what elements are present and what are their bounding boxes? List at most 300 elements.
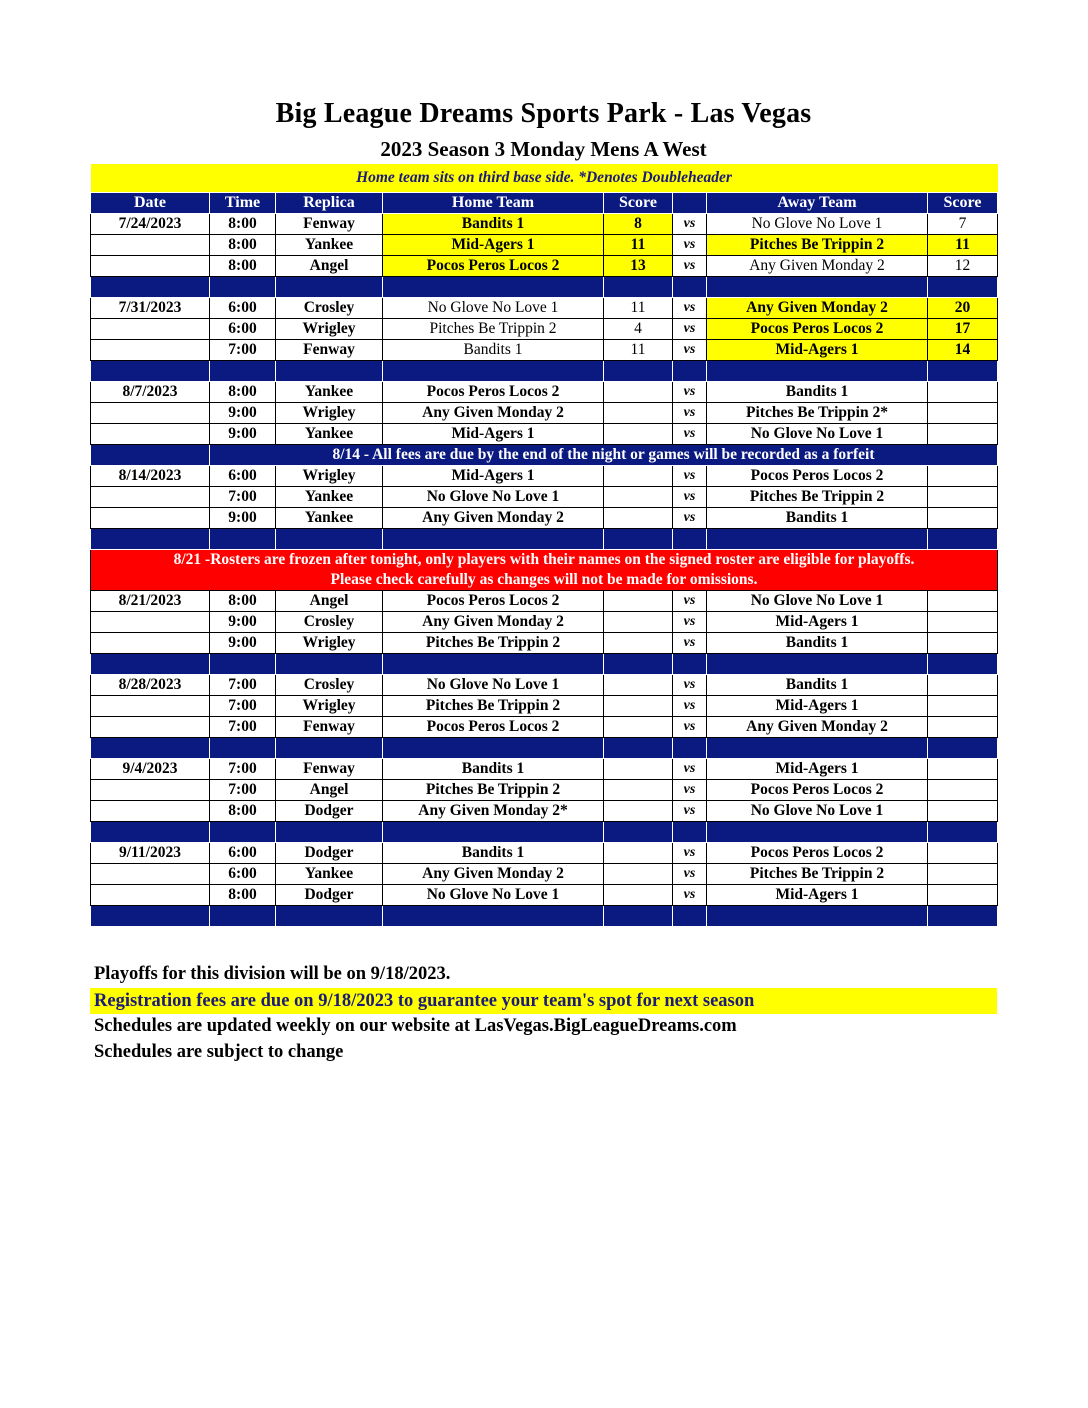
header-replica: Replica <box>276 193 383 214</box>
game-time: 7:00 <box>210 675 276 696</box>
vs-label: vs <box>673 235 707 256</box>
game-date <box>91 633 210 654</box>
game-time: 8:00 <box>210 382 276 403</box>
away-score <box>928 466 998 487</box>
game-replica: Fenway <box>276 759 383 780</box>
separator-cell <box>210 277 276 298</box>
home-team: Pitches Be Trippin 2 <box>383 319 604 340</box>
header-home-score: Score <box>604 193 673 214</box>
home-team: Bandits 1 <box>383 214 604 235</box>
table-row <box>91 675 998 696</box>
home-team: Mid-Agers 1 <box>383 466 604 487</box>
vs-label: vs <box>673 717 707 738</box>
separator-cell <box>210 906 276 927</box>
separator-cell <box>604 738 673 759</box>
separator-cell <box>673 361 707 382</box>
separator-cell <box>91 277 210 298</box>
vs-label: vs <box>673 696 707 717</box>
game-date <box>91 487 210 508</box>
game-time: 8:00 <box>210 235 276 256</box>
game-time: 8:00 <box>210 214 276 235</box>
table-row <box>91 466 998 487</box>
game-date <box>91 885 210 906</box>
away-score: 20 <box>928 298 998 319</box>
game-replica: Fenway <box>276 214 383 235</box>
game-replica: Yankee <box>276 864 383 885</box>
vs-label: vs <box>673 466 707 487</box>
home-score <box>604 780 673 801</box>
game-replica: Fenway <box>276 340 383 361</box>
home-team: Bandits 1 <box>383 843 604 864</box>
table-row <box>91 382 998 403</box>
game-time: 8:00 <box>210 591 276 612</box>
game-date <box>91 696 210 717</box>
vs-label: vs <box>673 403 707 424</box>
separator-row <box>91 654 998 675</box>
game-replica: Wrigley <box>276 696 383 717</box>
separator-cell <box>673 277 707 298</box>
rosters-note-row <box>91 550 998 591</box>
game-date <box>91 508 210 529</box>
away-team: Pitches Be Trippin 2* <box>707 403 928 424</box>
away-team: Pocos Peros Locos 2 <box>707 319 928 340</box>
away-team: Pocos Peros Locos 2 <box>707 780 928 801</box>
away-score <box>928 382 998 403</box>
home-team: Pitches Be Trippin 2 <box>383 696 604 717</box>
separator-cell <box>91 529 210 550</box>
home-team: Bandits 1 <box>383 759 604 780</box>
separator-row <box>91 738 998 759</box>
away-team: Pitches Be Trippin 2 <box>707 235 928 256</box>
away-team: Mid-Agers 1 <box>707 340 928 361</box>
game-time: 9:00 <box>210 633 276 654</box>
home-score: 11 <box>604 340 673 361</box>
vs-label: vs <box>673 591 707 612</box>
separator-cell <box>928 361 998 382</box>
separator-cell <box>276 906 383 927</box>
game-time: 7:00 <box>210 717 276 738</box>
away-team: Mid-Agers 1 <box>707 696 928 717</box>
separator-cell <box>604 822 673 843</box>
vs-label: vs <box>673 759 707 780</box>
separator-cell <box>383 906 604 927</box>
vs-label: vs <box>673 424 707 445</box>
home-team: Pitches Be Trippin 2 <box>383 780 604 801</box>
game-replica: Dodger <box>276 801 383 822</box>
home-team-note-row <box>91 164 998 193</box>
rosters-note-line2: Please check carefully as changes will not be made for omissions. <box>330 571 758 588</box>
table-row <box>91 885 998 906</box>
header-vs <box>673 193 707 214</box>
away-score <box>928 508 998 529</box>
separator-cell <box>91 738 210 759</box>
game-date <box>91 403 210 424</box>
page-subtitle: 2023 Season 3 Monday Mens A West <box>380 137 707 161</box>
header-away-score: Score <box>928 193 998 214</box>
home-score: 8 <box>604 214 673 235</box>
home-team: Pocos Peros Locos 2 <box>383 591 604 612</box>
game-date <box>91 319 210 340</box>
home-score: 11 <box>604 235 673 256</box>
home-score <box>604 424 673 445</box>
separator-cell <box>928 822 998 843</box>
game-date <box>91 424 210 445</box>
game-date: 8/7/2023 <box>91 382 210 403</box>
away-score <box>928 717 998 738</box>
game-replica: Crosley <box>276 298 383 319</box>
vs-label: vs <box>673 885 707 906</box>
game-time: 6:00 <box>210 466 276 487</box>
page-title: Big League Dreams Sports Park - Las Vegas <box>275 98 812 129</box>
separator-cell <box>276 361 383 382</box>
rosters-note-line1: 8/21 -Rosters are frozen after tonight, only players with their names on the signed roster are eligible for playoffs. <box>173 551 915 568</box>
table-row <box>91 256 998 277</box>
game-time: 9:00 <box>210 403 276 424</box>
game-date: 7/31/2023 <box>91 298 210 319</box>
separator-row <box>91 906 998 927</box>
home-score <box>604 403 673 424</box>
away-team: Mid-Agers 1 <box>707 759 928 780</box>
game-replica: Dodger <box>276 885 383 906</box>
home-score <box>604 843 673 864</box>
website-note: Schedules are updated weekly on our website at LasVegas.BigLeagueDreams.com <box>94 1016 737 1036</box>
game-replica: Yankee <box>276 424 383 445</box>
separator-row <box>91 277 998 298</box>
home-score <box>604 717 673 738</box>
away-score: 17 <box>928 319 998 340</box>
away-team: Bandits 1 <box>707 508 928 529</box>
away-team: No Glove No Love 1 <box>707 424 928 445</box>
separator-cell <box>91 822 210 843</box>
home-team: No Glove No Love 1 <box>383 675 604 696</box>
home-team: Pitches Be Trippin 2 <box>383 633 604 654</box>
table-row <box>91 403 998 424</box>
separator-cell <box>91 361 210 382</box>
home-team: Any Given Monday 2 <box>383 864 604 885</box>
home-score <box>604 487 673 508</box>
separator-cell <box>276 277 383 298</box>
separator-cell <box>383 361 604 382</box>
separator-cell <box>673 906 707 927</box>
home-score <box>604 466 673 487</box>
away-score <box>928 424 998 445</box>
table-row <box>91 508 998 529</box>
game-time: 9:00 <box>210 424 276 445</box>
game-date <box>91 235 210 256</box>
table-row <box>91 696 998 717</box>
separator-cell <box>928 738 998 759</box>
table-row <box>91 424 998 445</box>
home-team: No Glove No Love 1 <box>383 487 604 508</box>
table-row <box>91 801 998 822</box>
vs-label: vs <box>673 801 707 822</box>
registration-note: Registration fees are due on 9/18/2023 to guarantee your team's spot for next season <box>90 988 997 1014</box>
game-date: 9/11/2023 <box>91 843 210 864</box>
home-score <box>604 382 673 403</box>
away-score <box>928 696 998 717</box>
separator-cell <box>673 822 707 843</box>
separator-cell <box>383 822 604 843</box>
home-score <box>604 801 673 822</box>
away-score: 11 <box>928 235 998 256</box>
away-team: Pocos Peros Locos 2 <box>707 466 928 487</box>
game-replica: Yankee <box>276 487 383 508</box>
away-team: Pitches Be Trippin 2 <box>707 864 928 885</box>
game-date: 8/28/2023 <box>91 675 210 696</box>
home-team: No Glove No Love 1 <box>383 298 604 319</box>
separator-cell <box>707 738 928 759</box>
away-score <box>928 675 998 696</box>
vs-label: vs <box>673 864 707 885</box>
vs-label: vs <box>673 843 707 864</box>
away-team: Bandits 1 <box>707 633 928 654</box>
away-score <box>928 843 998 864</box>
table-row <box>91 340 998 361</box>
vs-label: vs <box>673 508 707 529</box>
game-replica: Yankee <box>276 382 383 403</box>
game-replica: Wrigley <box>276 633 383 654</box>
home-score: 4 <box>604 319 673 340</box>
separator-cell <box>707 822 928 843</box>
away-team: Bandits 1 <box>707 675 928 696</box>
game-replica: Yankee <box>276 235 383 256</box>
away-score <box>928 487 998 508</box>
away-score <box>928 633 998 654</box>
fees-note: 8/14 - All fees are due by the end of the night or games will be recorded as a forfeit <box>210 445 998 466</box>
table-row <box>91 214 998 235</box>
date-cell <box>91 445 210 466</box>
table-row <box>91 487 998 508</box>
away-team: Any Given Monday 2 <box>707 298 928 319</box>
subject-to-change-note: Schedules are subject to change <box>94 1042 344 1062</box>
header-time: Time <box>210 193 276 214</box>
separator-cell <box>276 738 383 759</box>
home-score <box>604 864 673 885</box>
separator-cell <box>673 529 707 550</box>
game-replica: Wrigley <box>276 466 383 487</box>
separator-cell <box>604 654 673 675</box>
separator-row <box>91 822 998 843</box>
home-score <box>604 759 673 780</box>
game-time: 8:00 <box>210 885 276 906</box>
vs-label: vs <box>673 675 707 696</box>
separator-cell <box>210 361 276 382</box>
away-score <box>928 591 998 612</box>
separator-cell <box>673 654 707 675</box>
vs-label: vs <box>673 633 707 654</box>
table-row <box>91 235 998 256</box>
separator-row <box>91 361 998 382</box>
vs-label: vs <box>673 382 707 403</box>
separator-cell <box>383 654 604 675</box>
game-date <box>91 256 210 277</box>
header-away-team: Away Team <box>707 193 928 214</box>
separator-cell <box>383 529 604 550</box>
header-date: Date <box>91 193 210 214</box>
game-time: 7:00 <box>210 780 276 801</box>
away-score <box>928 780 998 801</box>
game-replica: Fenway <box>276 717 383 738</box>
vs-label: vs <box>673 319 707 340</box>
separator-cell <box>383 277 604 298</box>
game-time: 8:00 <box>210 256 276 277</box>
away-team: No Glove No Love 1 <box>707 214 928 235</box>
game-time: 8:00 <box>210 801 276 822</box>
home-team-note: Home team sits on third base side. *Denotes Doubleheader <box>91 164 998 193</box>
separator-cell <box>604 277 673 298</box>
home-score <box>604 612 673 633</box>
table-header-row <box>91 193 998 214</box>
game-date <box>91 340 210 361</box>
away-team: Bandits 1 <box>707 382 928 403</box>
schedule-table <box>90 164 998 927</box>
home-team: Pocos Peros Locos 2 <box>383 382 604 403</box>
separator-cell <box>91 654 210 675</box>
vs-label: vs <box>673 340 707 361</box>
separator-cell <box>210 529 276 550</box>
game-date <box>91 864 210 885</box>
table-row <box>91 612 998 633</box>
game-time: 7:00 <box>210 759 276 780</box>
game-replica: Angel <box>276 780 383 801</box>
game-time: 9:00 <box>210 612 276 633</box>
home-score <box>604 591 673 612</box>
home-score <box>604 508 673 529</box>
separator-cell <box>276 654 383 675</box>
separator-cell <box>210 822 276 843</box>
game-time: 6:00 <box>210 298 276 319</box>
game-time: 6:00 <box>210 843 276 864</box>
home-score <box>604 885 673 906</box>
game-replica: Crosley <box>276 612 383 633</box>
game-time: 6:00 <box>210 864 276 885</box>
table-row <box>91 319 998 340</box>
away-team: No Glove No Love 1 <box>707 801 928 822</box>
separator-cell <box>604 361 673 382</box>
game-replica: Wrigley <box>276 319 383 340</box>
separator-cell <box>707 654 928 675</box>
away-score: 12 <box>928 256 998 277</box>
vs-label: vs <box>673 256 707 277</box>
away-team: Mid-Agers 1 <box>707 612 928 633</box>
table-row <box>91 780 998 801</box>
away-team: No Glove No Love 1 <box>707 591 928 612</box>
away-team: Mid-Agers 1 <box>707 885 928 906</box>
game-replica: Angel <box>276 591 383 612</box>
vs-label: vs <box>673 780 707 801</box>
playoffs-note: Playoffs for this division will be on 9/18/2023. <box>94 964 451 984</box>
separator-cell <box>928 529 998 550</box>
game-date: 9/4/2023 <box>91 759 210 780</box>
game-replica: Dodger <box>276 843 383 864</box>
separator-cell <box>210 654 276 675</box>
rosters-note <box>91 550 998 591</box>
game-date: 8/21/2023 <box>91 591 210 612</box>
separator-cell <box>707 277 928 298</box>
home-score: 13 <box>604 256 673 277</box>
table-row <box>91 591 998 612</box>
game-date <box>91 717 210 738</box>
home-team: Any Given Monday 2 <box>383 508 604 529</box>
game-date <box>91 780 210 801</box>
away-score: 7 <box>928 214 998 235</box>
home-team: Bandits 1 <box>383 340 604 361</box>
home-team: Any Given Monday 2* <box>383 801 604 822</box>
home-team: Any Given Monday 2 <box>383 612 604 633</box>
separator-cell <box>673 738 707 759</box>
home-score <box>604 675 673 696</box>
separator-cell <box>928 654 998 675</box>
home-team: Mid-Agers 1 <box>383 235 604 256</box>
separator-cell <box>91 906 210 927</box>
game-replica: Wrigley <box>276 403 383 424</box>
home-team: Mid-Agers 1 <box>383 424 604 445</box>
separator-cell <box>210 738 276 759</box>
vs-label: vs <box>673 487 707 508</box>
home-team: Pocos Peros Locos 2 <box>383 717 604 738</box>
vs-label: vs <box>673 612 707 633</box>
separator-cell <box>928 906 998 927</box>
separator-cell <box>707 906 928 927</box>
away-score <box>928 801 998 822</box>
home-team: Any Given Monday 2 <box>383 403 604 424</box>
home-team: Pocos Peros Locos 2 <box>383 256 604 277</box>
game-replica: Crosley <box>276 675 383 696</box>
away-score: 14 <box>928 340 998 361</box>
game-time: 7:00 <box>210 696 276 717</box>
separator-cell <box>276 822 383 843</box>
game-date <box>91 612 210 633</box>
separator-cell <box>383 738 604 759</box>
away-team: Pitches Be Trippin 2 <box>707 487 928 508</box>
game-replica: Angel <box>276 256 383 277</box>
separator-cell <box>707 529 928 550</box>
separator-cell <box>604 529 673 550</box>
away-score <box>928 864 998 885</box>
away-team: Any Given Monday 2 <box>707 256 928 277</box>
separator-cell <box>707 361 928 382</box>
home-score <box>604 696 673 717</box>
game-date <box>91 801 210 822</box>
separator-cell <box>928 277 998 298</box>
away-team: Pocos Peros Locos 2 <box>707 843 928 864</box>
vs-label: vs <box>673 298 707 319</box>
home-team: No Glove No Love 1 <box>383 885 604 906</box>
game-time: 6:00 <box>210 319 276 340</box>
away-score <box>928 612 998 633</box>
table-row <box>91 717 998 738</box>
game-time: 7:00 <box>210 487 276 508</box>
away-team: Any Given Monday 2 <box>707 717 928 738</box>
away-score <box>928 403 998 424</box>
home-score <box>604 633 673 654</box>
separator-cell <box>276 529 383 550</box>
game-time: 7:00 <box>210 340 276 361</box>
table-row <box>91 633 998 654</box>
away-score <box>928 759 998 780</box>
away-score <box>928 885 998 906</box>
game-date: 7/24/2023 <box>91 214 210 235</box>
separator-cell <box>604 906 673 927</box>
game-date: 8/14/2023 <box>91 466 210 487</box>
fees-note-row <box>91 445 998 466</box>
table-row <box>91 298 998 319</box>
separator-row <box>91 529 998 550</box>
home-score: 11 <box>604 298 673 319</box>
table-row <box>91 843 998 864</box>
game-time: 9:00 <box>210 508 276 529</box>
game-replica: Yankee <box>276 508 383 529</box>
